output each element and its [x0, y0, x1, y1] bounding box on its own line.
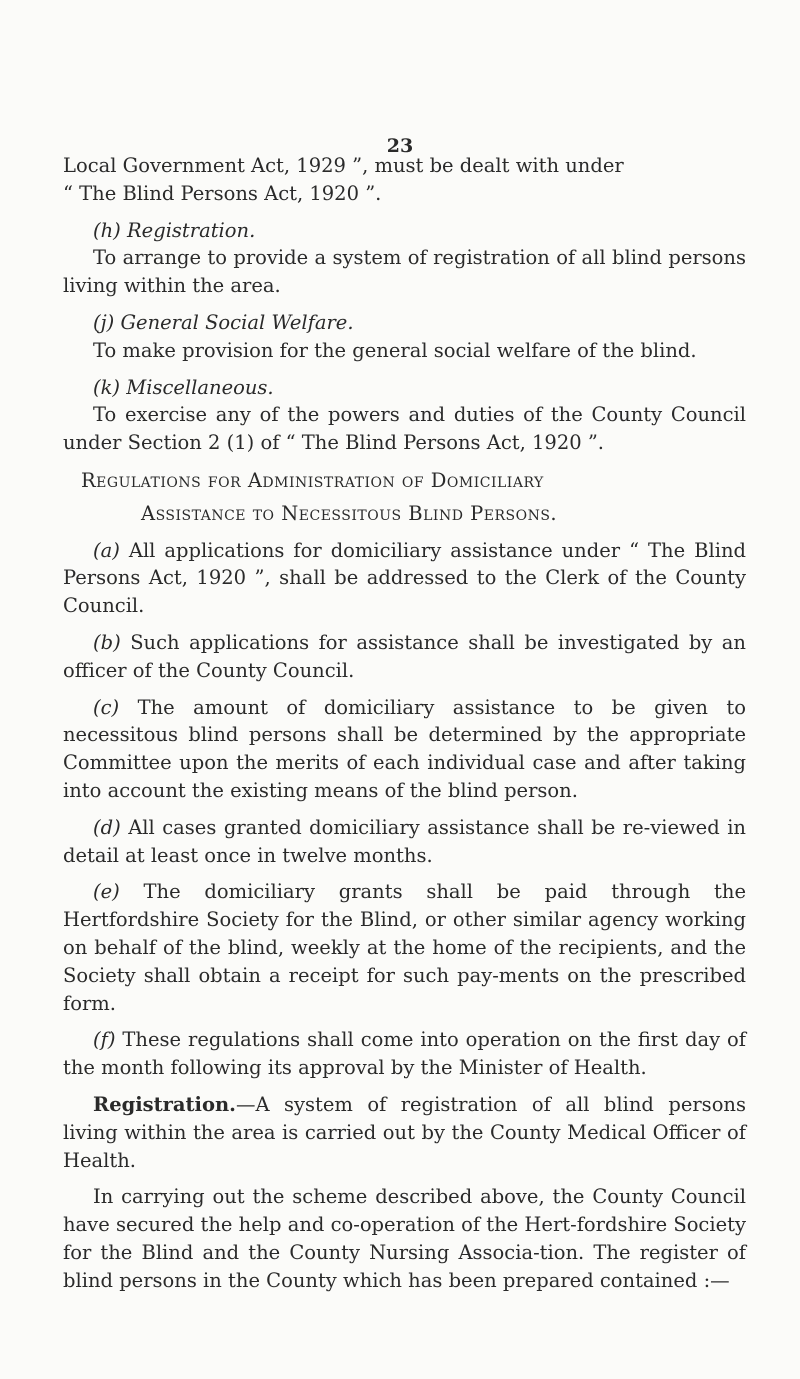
regulation-item-a [63, 537, 746, 620]
page-number: 23 [386, 135, 414, 157]
section-h-title: Registration. [126, 218, 256, 242]
section-h-heading [63, 217, 746, 245]
regulation-item-text: The domiciliary grants shall be paid through the Hertfordshire Society for the Blind, or other similar agency working on behalf of the blind, weekly at the home of the recipients, and the Society shall obtain a receipt for such pay-ments on the prescribed form. [63, 880, 746, 1015]
regulations-heading-line-1: Regulations for Administration of Domiciliary [81, 468, 544, 492]
regulation-item-text: The amount of domiciliary assistance to be given to necessitous blind persons shall be determined by the appropriate Committee upon the merits of each individual case and after taking into account the existing means of the blind person. [63, 695, 746, 802]
regulation-item-e [63, 878, 746, 1017]
page-body [63, 152, 746, 1294]
section-j-letter: (j) [93, 310, 115, 334]
section-h-text: To arrange to provide a system of registration of all blind persons living within the area. [63, 246, 746, 298]
regulation-item-text: These regulations shall come into operation on the first day of the month following its approval by the Minister of Health. [63, 1028, 746, 1080]
regulation-item-b [63, 629, 746, 685]
regulation-item-text: All applications for domiciliary assistance under “ The Blind Persons Act, 1920 ”, shall be addressed to the Clerk of the County Council. [63, 538, 747, 618]
registration-text: —A system of registration of all blind persons living within the area is carried out by the County Medical Officer of Health. [63, 1092, 746, 1172]
regulation-item-letter: (f) [93, 1028, 116, 1052]
regulation-item-d [63, 814, 746, 870]
intro-line-1: Local Government Act, 1929 ”, must be dealt with under [63, 154, 624, 177]
regulations-heading [63, 467, 746, 528]
regulation-item-letter: (b) [93, 630, 121, 654]
intro-line-2: “ The Blind Persons Act, 1920 ”. [63, 181, 382, 205]
section-h-letter: (h) [93, 218, 121, 242]
registration-run-in-heading: Registration. [93, 1092, 236, 1116]
regulation-item-text: Such applications for assistance shall be investigated by an officer of the County Council. [63, 630, 746, 682]
regulation-item-letter: (a) [93, 538, 120, 562]
registration-paragraph [63, 1091, 746, 1174]
regulation-item-c [63, 694, 746, 805]
intro-paragraph [63, 152, 746, 208]
section-j-title: General Social Welfare. [120, 310, 354, 334]
regulations-heading-line-2: Assistance to Necessitous Blind Persons. [141, 501, 558, 525]
section-j-text: To make provision for the general social welfare of the blind. [93, 338, 697, 362]
section-k-heading [63, 374, 746, 402]
section-k-letter: (k) [93, 375, 121, 399]
regulation-item-letter: (d) [93, 815, 121, 839]
section-k-text: To exercise any of the powers and duties of the County Council under Section 2 (1) of “ The Blind Persons Act, 1920 ”. [63, 403, 746, 455]
section-j-heading [63, 309, 746, 337]
regulation-item-letter: (c) [93, 695, 120, 719]
section-k-title: Miscellaneous. [126, 375, 274, 399]
regulation-item-f [63, 1026, 746, 1082]
regulation-item-text: All cases granted domiciliary assistance shall be re-viewed in detail at least once in twelve months. [63, 815, 746, 867]
regulation-item-letter: (e) [93, 880, 120, 904]
final-paragraph: In carrying out the scheme described above, the County Council have secured the help and co-operation of the Hert-fordshire Society for the Blind and the County Nursing Associa-tion. The register of blind persons in the County which has been prepared contained :— [63, 1185, 746, 1292]
